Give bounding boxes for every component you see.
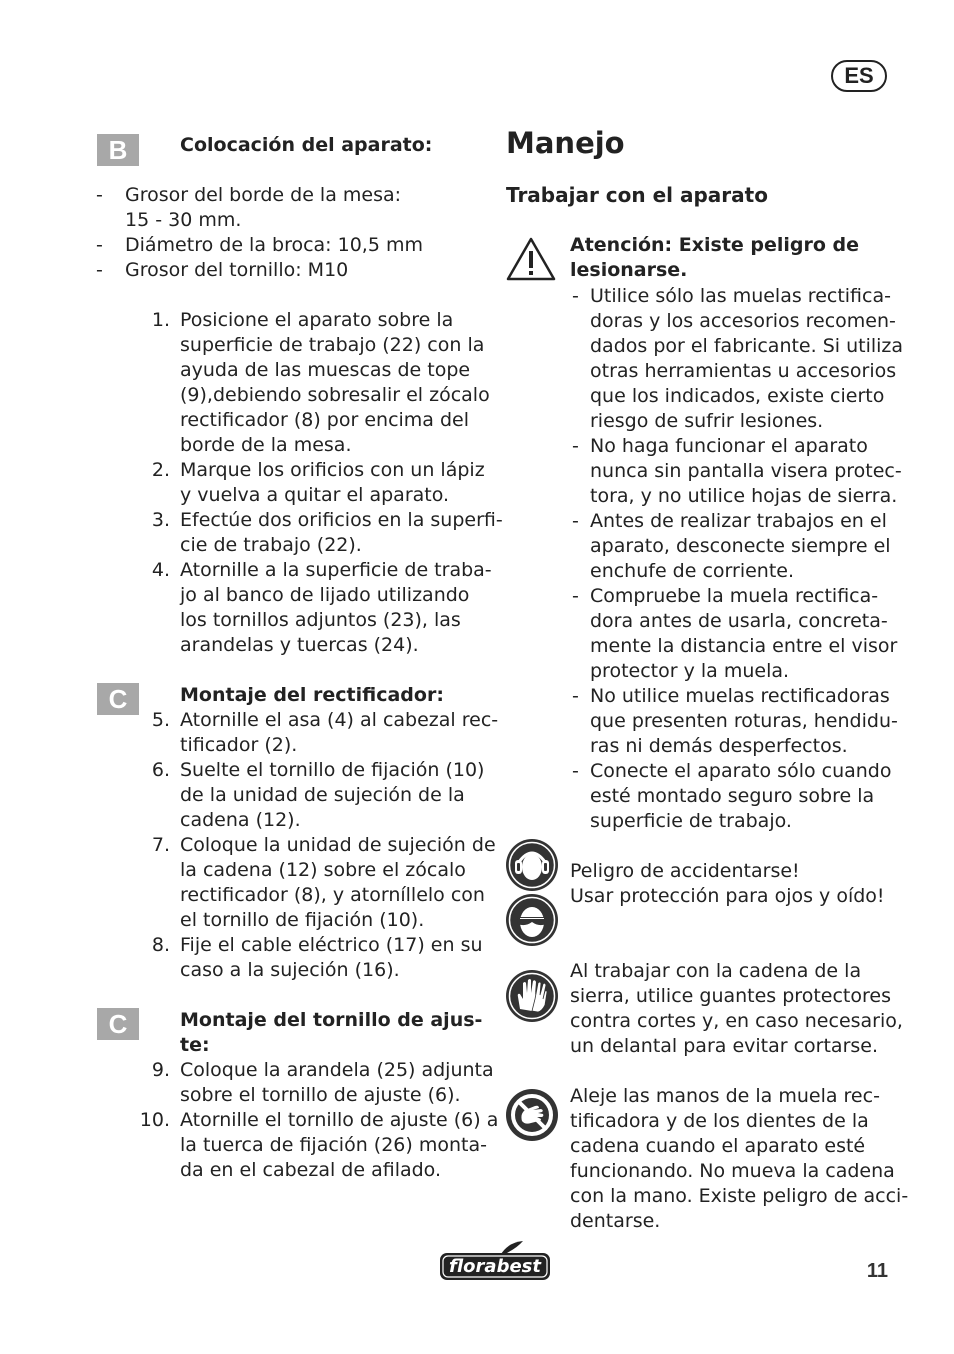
- protection-text: Peligro de accidentarse!: [570, 860, 800, 882]
- warning-dash: -: [572, 585, 579, 607]
- step-line: la tuerca de fijación (26) monta-: [180, 1134, 487, 1156]
- step-line: Coloque la unidad de sujeción de: [180, 834, 496, 856]
- gloves-text: un delantal para evitar cortarse.: [570, 1035, 879, 1057]
- warning-line: nunca sin pantalla visera protec-: [590, 460, 902, 482]
- spec-line: Grosor del borde de la mesa:: [125, 184, 402, 206]
- section-badge-c: C: [97, 1008, 139, 1040]
- warning-dash: -: [572, 510, 579, 532]
- warning-triangle-icon: [505, 236, 557, 282]
- step-line: rectificador (8) por encima del: [180, 409, 470, 431]
- step-line: superficie de trabajo (22) con la: [180, 334, 485, 356]
- warning-line: dados por el fabricante. Si utiliza: [590, 335, 904, 357]
- step-line: Efectúe dos orificios en la superfi-: [180, 509, 503, 531]
- step-line: el tornillo de fijación (10).: [180, 909, 425, 931]
- spec-line: 15 - 30 mm.: [125, 209, 242, 231]
- step-line: Marque los orificios con un lápiz: [180, 459, 485, 481]
- warning-line: No haga funcionar el aparato: [590, 435, 868, 457]
- warning-line: que los indicados, existe cierto: [590, 385, 885, 407]
- gloves-text: Al trabajar con la cadena de la: [570, 960, 862, 982]
- step-line: Coloque la arandela (25) adjunta: [180, 1059, 494, 1081]
- hands-text: Aleje las manos de la muela rec-: [570, 1085, 880, 1107]
- spec-line: Grosor del tornillo: M10: [125, 259, 349, 281]
- warning-line: que presenten roturas, hendidu-: [590, 710, 898, 732]
- hands-text: funcionando. No mueva la cadena: [570, 1160, 895, 1182]
- warning-line: esté montado seguro sobre la: [590, 785, 875, 807]
- page-heading: Manejo: [506, 126, 625, 160]
- section-badge-b: B: [97, 134, 139, 166]
- warning-line: protector y la muela.: [590, 660, 790, 682]
- warning-line: ras ni demás desperfectos.: [590, 735, 848, 757]
- step-line: caso a la sujeción (16).: [180, 959, 400, 981]
- warning-line: Conecte el aparato sólo cuando: [590, 760, 892, 782]
- warning-line: superficie de trabajo.: [590, 810, 792, 832]
- warning-line: doras y los accesorios recomen-: [590, 310, 896, 332]
- spec-line: Diámetro de la broca: 10,5 mm: [125, 234, 423, 256]
- spec-dash: -: [96, 234, 103, 256]
- protection-text: Usar protección para ojos y oído!: [570, 885, 885, 907]
- step-line: borde de la mesa.: [180, 434, 352, 456]
- spec-dash: -: [96, 184, 103, 206]
- warning-dash: -: [572, 285, 579, 307]
- step-line: tificador (2).: [180, 734, 298, 756]
- eye-protection-icon: [505, 893, 559, 947]
- warning-line: enchufe de corriente.: [590, 560, 795, 582]
- hands-text: cadena cuando el aparato esté: [570, 1135, 866, 1157]
- warning-dash: -: [572, 760, 579, 782]
- step-line: da en el cabezal de afilado.: [180, 1159, 442, 1181]
- step-number: 3.: [151, 509, 170, 531]
- no-hands-icon: [505, 1088, 559, 1142]
- warning-line: aparato, desconecte siempre el: [590, 535, 891, 557]
- warning-dash: -: [572, 685, 579, 707]
- step-line: los tornillos adjuntos (23), las: [180, 609, 461, 631]
- gloves-text: sierra, utilice guantes protectores: [570, 985, 891, 1007]
- warning-line: No utilice muelas rectificadoras: [590, 685, 890, 707]
- warning-dash: -: [572, 435, 579, 457]
- section-title-placement: Colocación del aparato:: [180, 134, 433, 156]
- step-line: y vuelva a quitar el aparato.: [180, 484, 450, 506]
- page-subheading: Trabajar con el aparato: [506, 183, 768, 207]
- step-line: Posicione el aparato sobre la: [180, 309, 454, 331]
- warning-line: otras herramientas u accesorios: [590, 360, 897, 382]
- step-number: 9.: [151, 1059, 170, 1081]
- step-number: 5.: [151, 709, 170, 731]
- step-number: 6.: [151, 759, 170, 781]
- warning-line: Compruebe la muela rectifica-: [590, 585, 879, 607]
- warning-title: Atención: Existe peligro de: [570, 234, 860, 256]
- section-title-adjust-screw: Montaje del tornillo de ajus-: [180, 1009, 483, 1031]
- step-line: cadena (12).: [180, 809, 301, 831]
- step-line: Atornille a la superficie de traba-: [180, 559, 492, 581]
- ear-protection-icon: [505, 838, 559, 892]
- warning-line: dora antes de usarla, concreta-: [590, 610, 888, 632]
- section-badge-c: C: [97, 683, 139, 715]
- florabest-logo: [439, 1240, 551, 1282]
- step-number: 4.: [151, 559, 170, 581]
- step-number: 10.: [139, 1109, 170, 1131]
- step-line: jo al banco de lijado utilizando: [180, 584, 470, 606]
- hands-text: con la mano. Existe peligro de acci-: [570, 1185, 909, 1207]
- page-number: 11: [866, 1260, 888, 1282]
- warning-line: tora, y no utilice hojas de sierra.: [590, 485, 898, 507]
- gloves-text: contra cortes y, en caso necesario,: [570, 1010, 903, 1032]
- language-badge: ES: [831, 60, 887, 92]
- section-title-rectifier: Montaje del rectificador:: [180, 684, 444, 706]
- step-number: 7.: [151, 834, 170, 856]
- hands-text: dentarse.: [570, 1210, 661, 1232]
- gloves-icon: [505, 969, 559, 1023]
- step-number: 1.: [151, 309, 170, 331]
- step-line: Atornille el asa (4) al cabezal rec-: [180, 709, 499, 731]
- step-line: la cadena (12) sobre el zócalo: [180, 859, 466, 881]
- step-line: rectificador (8), y atorníllelo con: [180, 884, 485, 906]
- step-line: sobre el tornillo de ajuste (6).: [180, 1084, 461, 1106]
- step-line: cie de trabajo (22).: [180, 534, 362, 556]
- warning-line: Utilice sólo las muelas rectifica-: [590, 285, 891, 307]
- section-title-adjust-screw: te:: [180, 1034, 210, 1056]
- step-line: (9),debiendo sobresalir el zócalo: [180, 384, 490, 406]
- step-line: de la unidad de sujeción de la: [180, 784, 465, 806]
- warning-title: lesionarse.: [570, 259, 688, 281]
- step-line: ayuda de las muescas de tope: [180, 359, 471, 381]
- hands-text: tificadora y de los dientes de la: [570, 1110, 869, 1132]
- step-line: Atornille el tornillo de ajuste (6) a: [180, 1109, 499, 1131]
- spec-dash: -: [96, 259, 103, 281]
- step-number: 8.: [151, 934, 170, 956]
- step-line: Suelte el tornillo de fijación (10): [180, 759, 485, 781]
- warning-line: Antes de realizar trabajos en el: [590, 510, 887, 532]
- warning-line: riesgo de sufrir lesiones.: [590, 410, 824, 432]
- logo-text: florabest: [449, 1256, 541, 1277]
- step-line: Fije el cable eléctrico (17) en su: [180, 934, 483, 956]
- warning-line: mente la distancia entre el visor: [590, 635, 898, 657]
- step-number: 2.: [151, 459, 170, 481]
- step-line: arandelas y tuercas (24).: [180, 634, 419, 656]
